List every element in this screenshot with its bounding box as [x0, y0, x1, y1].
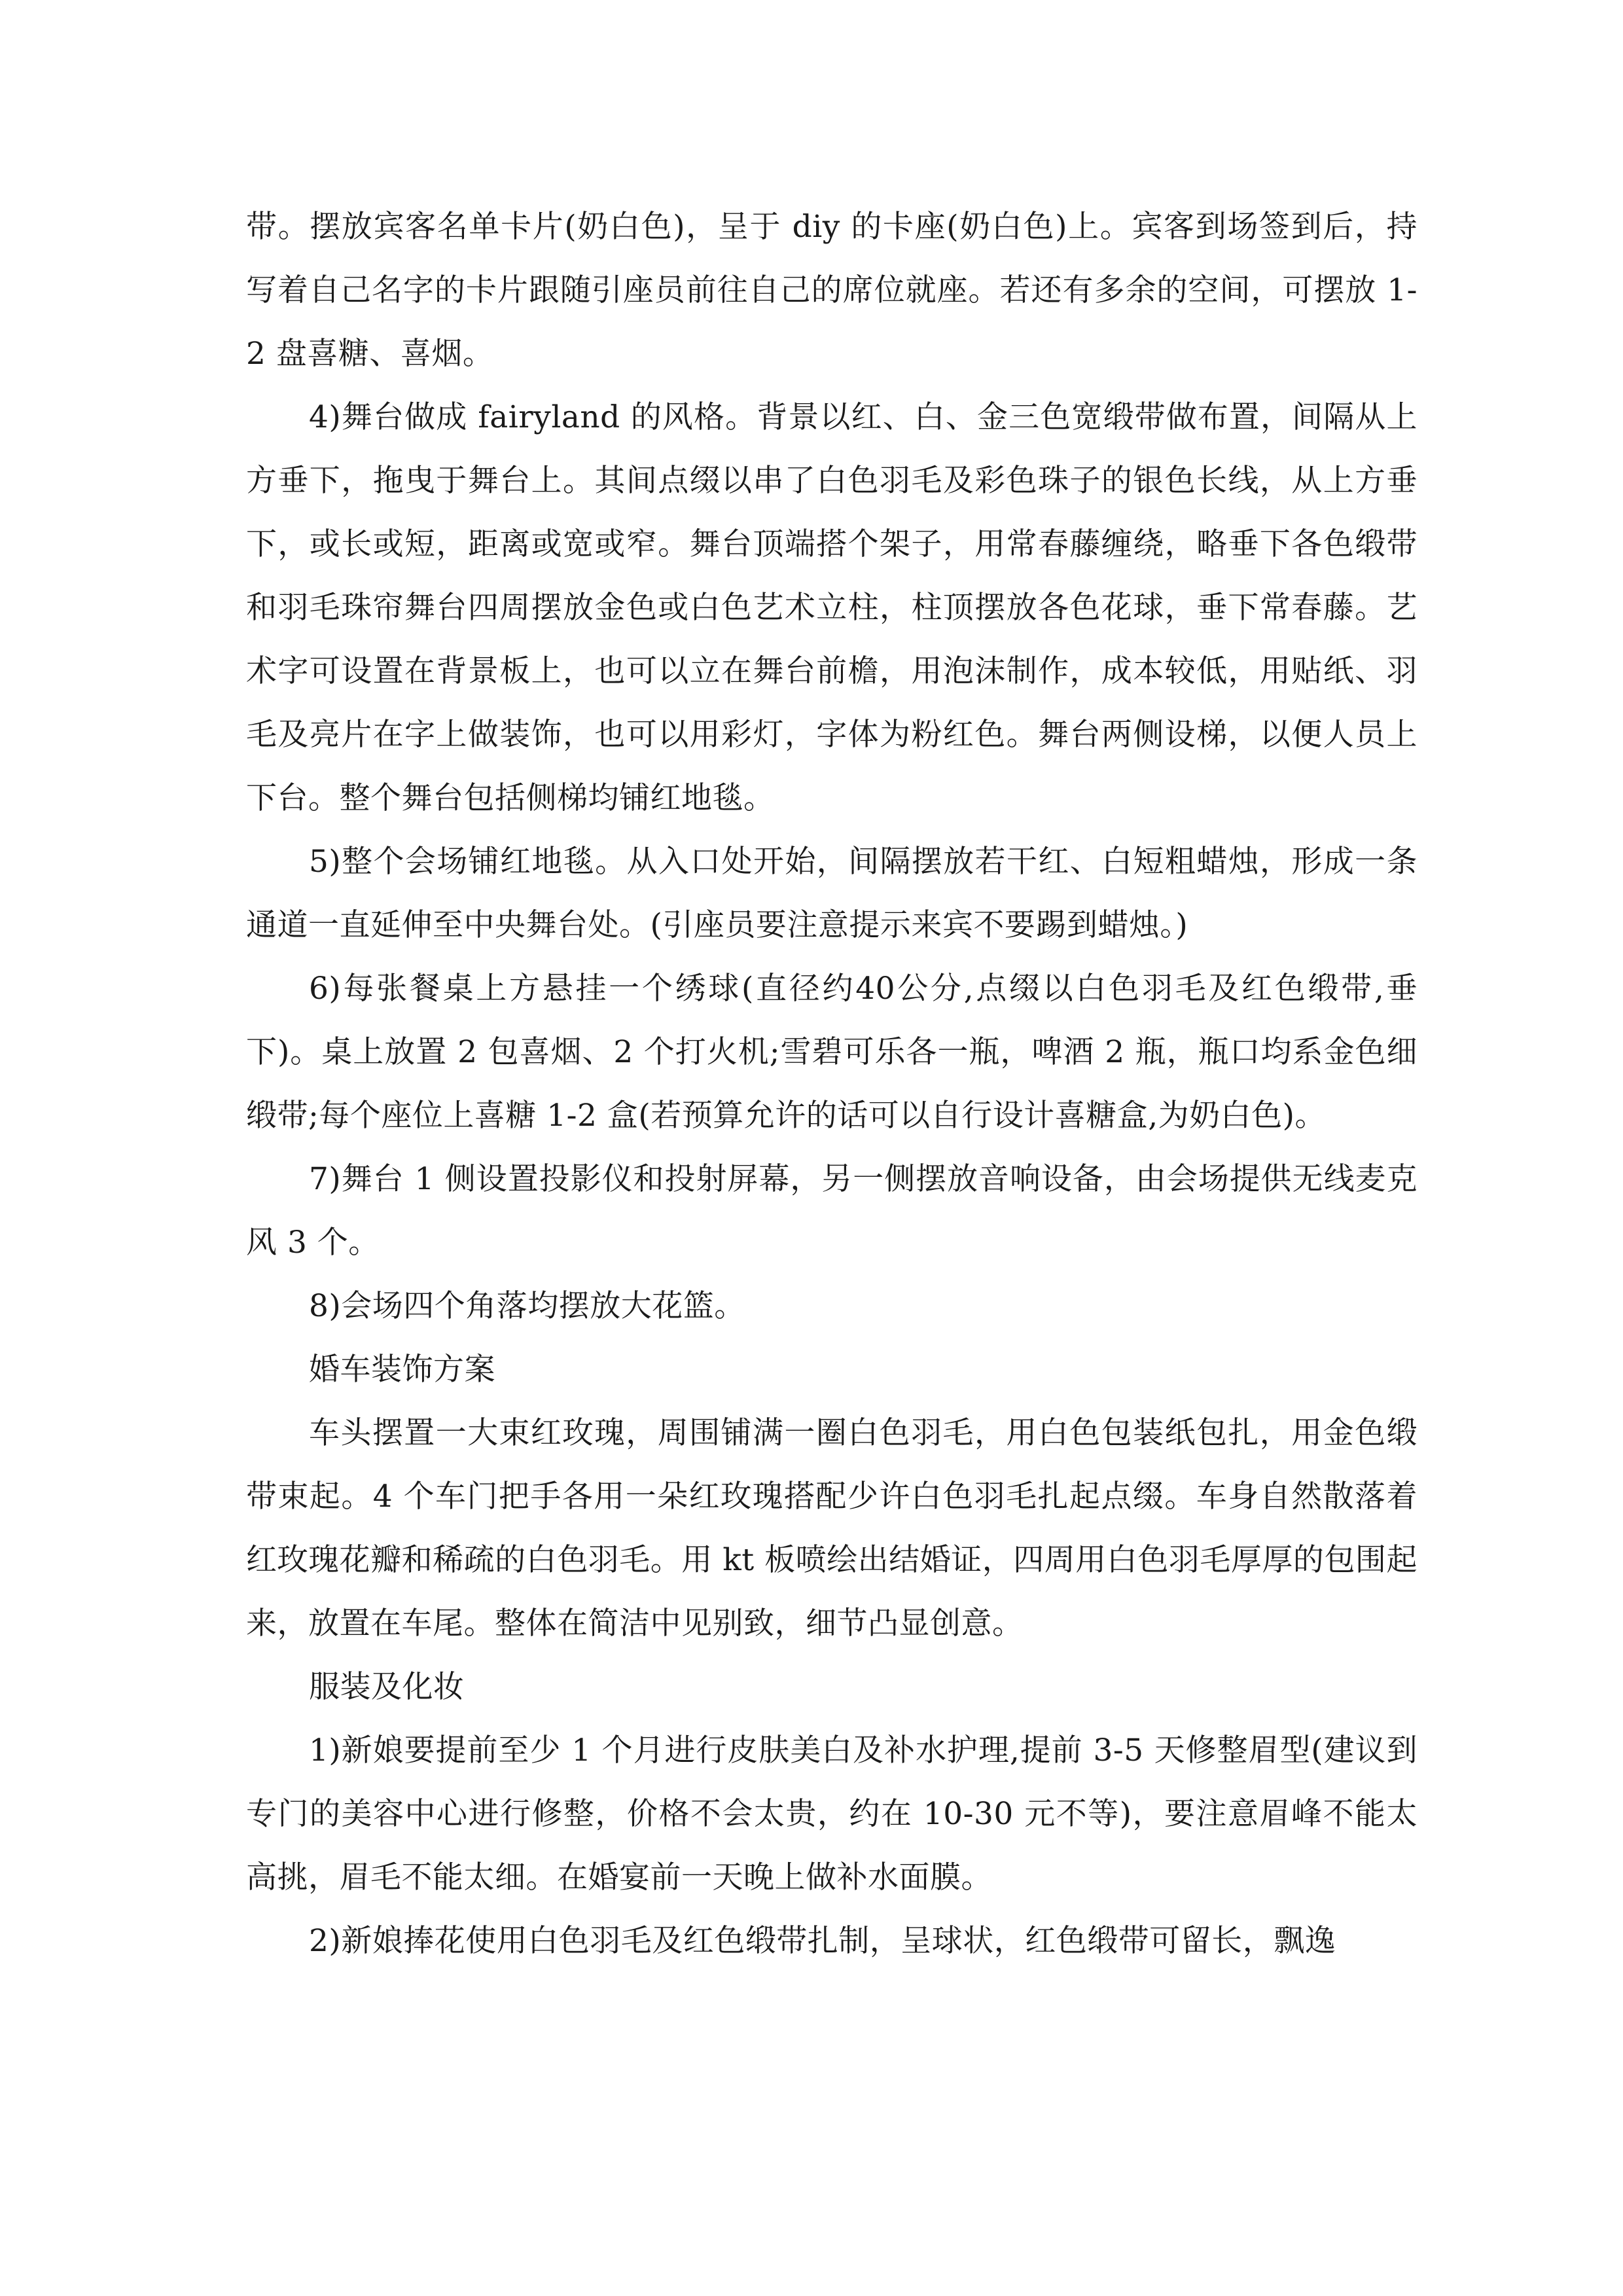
paragraph-seating-cards: 带。摆放宾客名单卡片(奶白色)，呈于 diy 的卡座(奶白色)上。宾客到场签到后，持写着自己名字的卡片跟随引座员前往自己的席位就座。若还有多余的空间，可摆放 1-2 盘喜糖、喜烟。	[246, 209, 1418, 372]
document-body	[246, 195, 1418, 1973]
paragraph-red-carpet: 5)整个会场铺红地毯。从入口处开始，间隔摆放若干红、白短粗蜡烛，形成一条通道一直延伸至中央舞台处。(引座员要注意提示来宾不要踢到蜡烛。)	[246, 844, 1418, 943]
section-heading-attire-makeup: 服装及化妆	[309, 1669, 465, 1705]
section-heading-wedding-car: 婚车装饰方案	[309, 1352, 495, 1388]
paragraph-bride-skincare: 1)新娘要提前至少 1 个月进行皮肤美白及补水护理,提前 3-5 天修整眉型(建议到专门的美容中心进行修整，价格不会太贵，约在 10-30 元不等)，要注意眉峰不能太高挑，眉毛不能太细。在婚宴前一天晚上做补水面膜。	[246, 1732, 1418, 1895]
paragraph-wedding-car: 车头摆置一大束红玫瑰，周围铺满一圈白色羽毛，用白色包装纸包扎，用金色缎带束起。4 个车门把手各用一朵红玫瑰搭配少许白色羽毛扎起点缀。车身自然散落着红玫瑰花瓣和稀疏的白色羽毛。用 kt 板喷绘出结婚证，四周用白色羽毛厚厚的包围起来，放置在车尾。整体在简洁中见别致，细节凸显创意。	[246, 1415, 1418, 1641]
paragraph-table-setup: 6)每张餐桌上方悬挂一个绣球(直径约40公分,点缀以白色羽毛及红色缎带,垂下)。桌上放置 2 包喜烟、2 个打火机;雪碧可乐各一瓶，啤酒 2 瓶，瓶口均系金色细缎带;每个座位上喜糖 1-2 盒(若预算允许的话可以自行设计喜糖盒,为奶白色)。	[246, 971, 1418, 1134]
paragraph-flower-baskets: 8)会场四个角落均摆放大花篮。	[309, 1288, 745, 1324]
paragraph-stage-design: 4)舞台做成 fairyland 的风格。背景以红、白、金三色宽缎带做布置，间隔从上方垂下，拖曳于舞台上。其间点缀以串了白色羽毛及彩色珠子的银色长线，从上方垂下，或长或短，距离或宽或窄。舞台顶端搭个架子，用常春藤缠绕，略垂下各色缎带和羽毛珠帘舞台四周摆放金色或白色艺术立柱，柱顶摆放各色花球，垂下常春藤。艺术字可设置在背景板上，也可以立在舞台前檐，用泡沫制作，成本较低，用贴纸、羽毛及亮片在字上做装饰，也可以用彩灯，字体为粉红色。舞台两侧设梯，以便人员上下台。整个舞台包括侧梯均铺红地毯。	[246, 399, 1418, 816]
paragraph-bridal-bouquet: 2)新娘捧花使用白色羽毛及红色缎带扎制，呈球状，红色缎带可留长，飘逸	[309, 1923, 1336, 1959]
paragraph-av-equipment: 7)舞台 1 侧设置投影仪和投射屏幕，另一侧摆放音响设备，由会场提供无线麦克风 3 个。	[246, 1161, 1418, 1261]
